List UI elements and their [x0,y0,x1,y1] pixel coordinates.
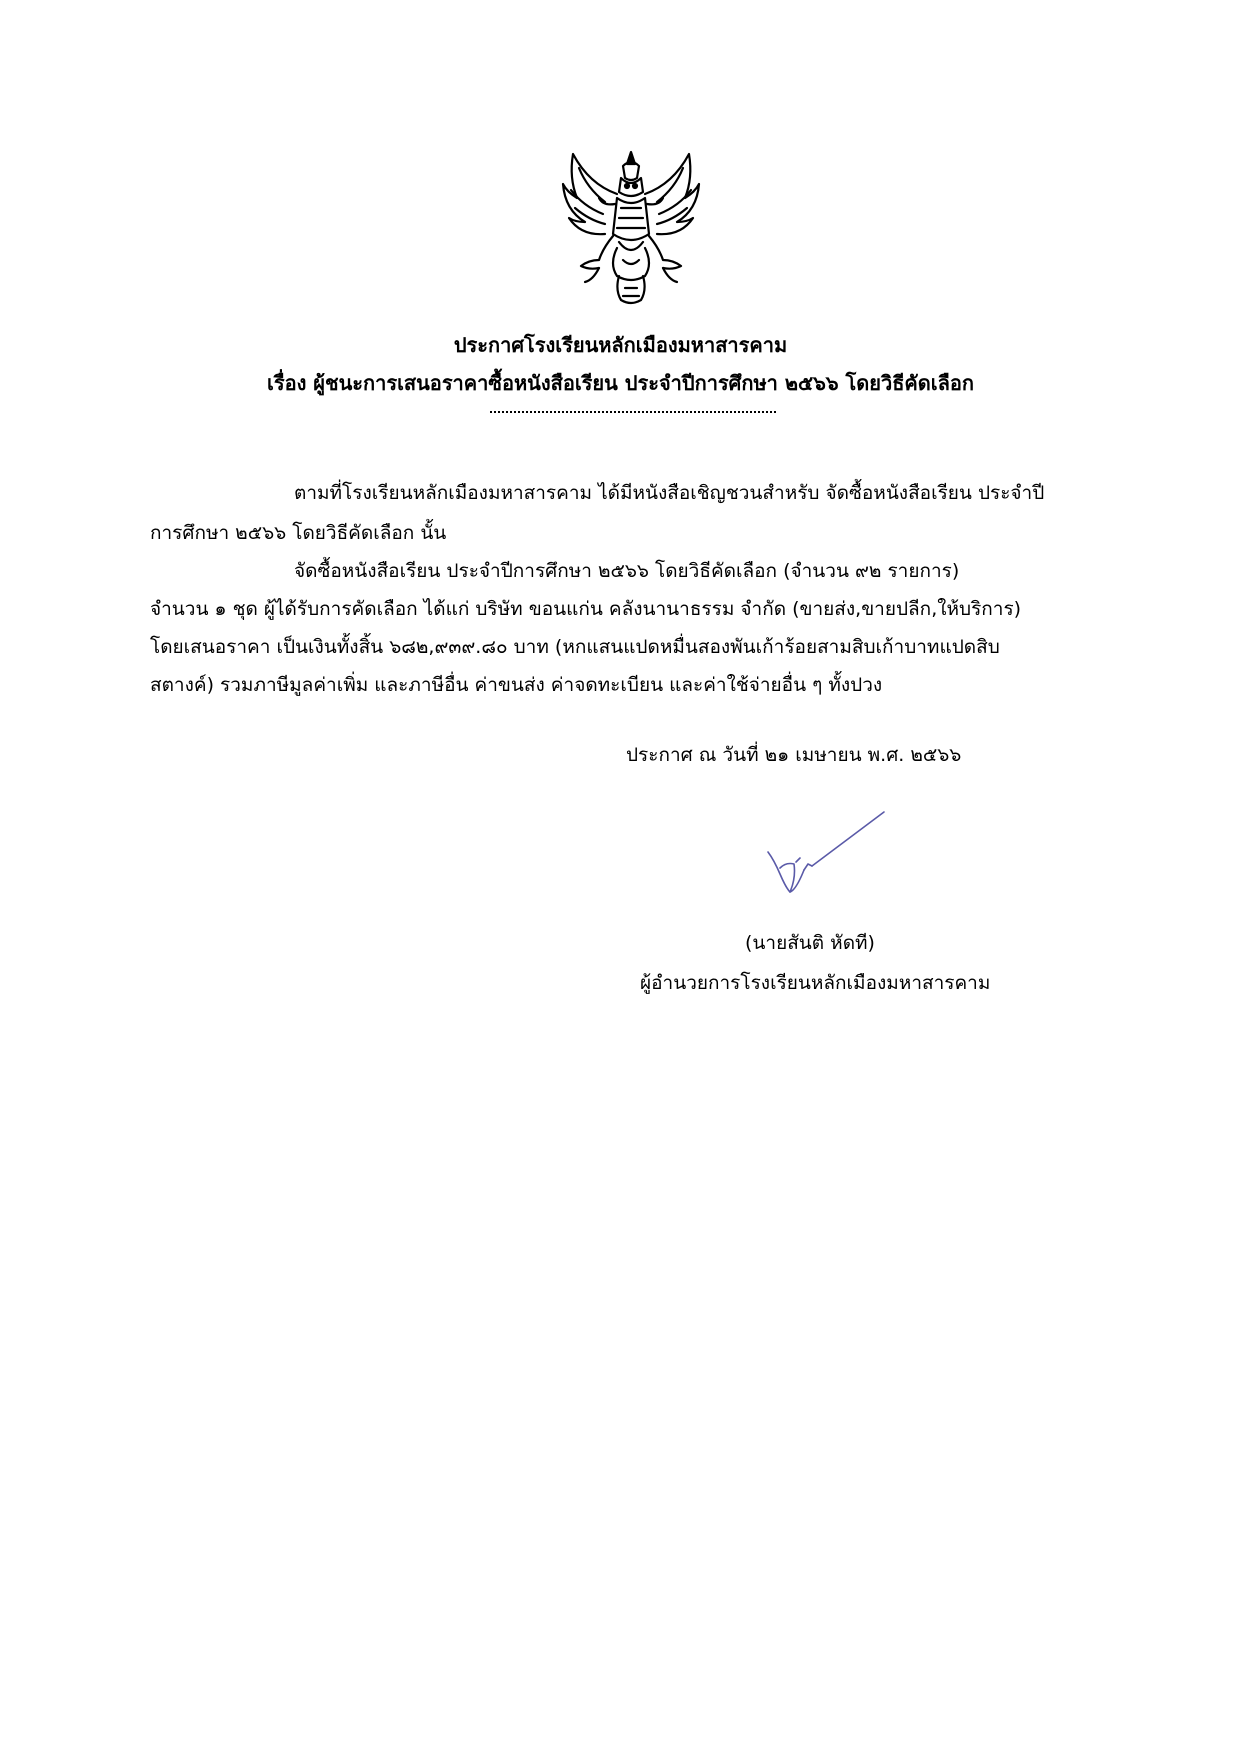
announcement-date: ประกาศ ณ วันที่ ๒๑ เมษายน พ.ศ. ๒๕๖๖ [626,744,962,766]
paragraph-1-line-2: การศึกษา ๒๕๖๖ โดยวิธีคัดเลือก นั้น [150,522,447,544]
announcement-title: ประกาศโรงเรียนหลักเมืองมหาสารคาม [453,333,788,357]
title-block [0,326,1241,402]
garuda-emblem-icon [559,148,703,306]
dotted-divider [490,411,776,413]
paragraph-2-line-1: จัดซื้อหนังสือเรียน ประจำปีการศึกษา ๒๕๖๖ โดยวิธีคัดเลือก (จำนวน ๙๒ รายการ) [294,560,960,582]
signatory-position: ผู้อำนวยการโรงเรียนหลักเมืองมหาสารคาม [640,972,991,994]
paragraph-1-line-1: ตามที่โรงเรียนหลักเมืองมหาสารคาม ได้มีหนังสือเชิญชวนสำหรับ จัดซื้อหนังสือเรียน ประจำปี [294,482,1045,504]
signatory-name: (นายสันติ หัดที) [745,932,875,954]
paragraph-2-line-2: จำนวน ๑ ชุด ผู้ได้รับการคัดเลือก ได้แก่ บริษัท ขอนแก่น คลังนานาธรรม จำกัด (ขายส่ง,ขายปลีก,ให้บริการ) [150,598,1022,620]
handwritten-signature [760,808,890,908]
announcement-subject: เรื่อง ผู้ชนะการเสนอราคาซื้อหนังสือเรียน ประจำปีการศึกษา ๒๕๖๖ โดยวิธีคัดเลือก [266,371,974,395]
paragraph-2-line-4: สตางค์) รวมภาษีมูลค่าเพิ่ม และภาษีอื่น ค่าขนส่ง ค่าจดทะเบียน และค่าใช้จ่ายอื่น ๆ ทั้งปวง [150,674,883,696]
paragraph-2-line-3: โดยเสนอราคา เป็นเงินทั้งสิ้น ๖๘๒,๙๓๙.๘๐ บาท (หกแสนแปดหมื่นสองพันเก้าร้อยสามสิบเก้าบาทแปดสิบ [150,636,1000,658]
